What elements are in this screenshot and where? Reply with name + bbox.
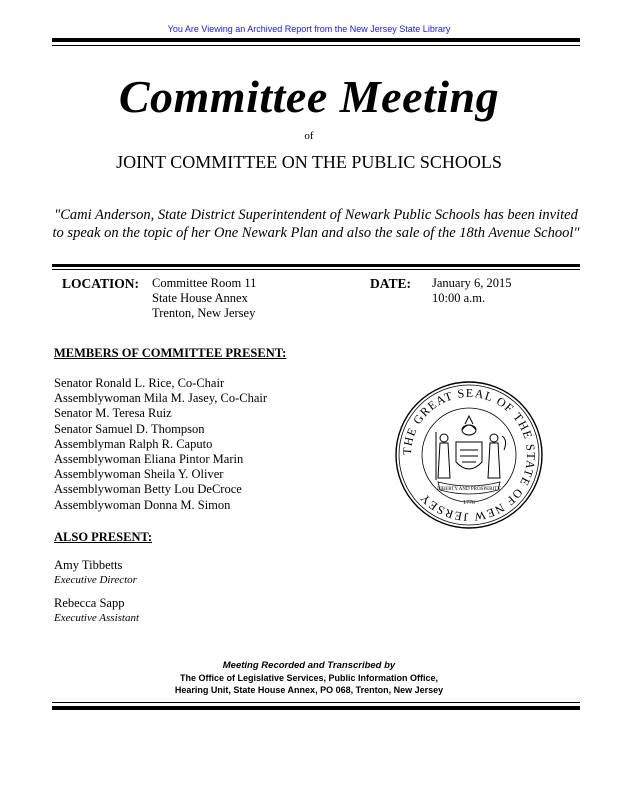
top-rule-thick bbox=[52, 38, 580, 42]
seal-ring-text: THE GREAT SEAL OF THE STATE OF NEW JERSEY bbox=[399, 385, 539, 525]
member-item: Assemblywoman Mila M. Jasey, Co-Chair bbox=[54, 391, 268, 406]
member-item: Assemblywoman Donna M. Simon bbox=[54, 497, 231, 512]
members-list bbox=[54, 376, 267, 513]
top-rule-thin bbox=[52, 45, 580, 46]
bottom-rule-thin bbox=[52, 702, 580, 703]
person-name: Rebecca Sapp bbox=[54, 596, 125, 610]
date-label: DATE: bbox=[370, 276, 412, 291]
member-item: Senator Samuel D. Thompson bbox=[54, 421, 205, 436]
also-present-heading: ALSO PRESENT: bbox=[54, 530, 153, 544]
mid-rule-thick bbox=[52, 264, 580, 267]
location-label: LOCATION: bbox=[62, 276, 140, 291]
archive-notice: You Are Viewing an Archived Report from the New Jersey State Library bbox=[167, 24, 451, 34]
member-item: Assemblywoman Betty Lou DeCroce bbox=[54, 482, 242, 497]
location-line: State House Annex bbox=[152, 291, 248, 305]
page-title: Committee Meeting bbox=[118, 71, 500, 122]
bottom-rule-thick bbox=[52, 706, 580, 710]
member-item: Assemblywoman Eliana Pintor Marin bbox=[54, 452, 244, 467]
person-role: Executive Assistant bbox=[54, 612, 140, 624]
location-line: Committee Room 11 bbox=[152, 276, 257, 290]
member-item: Senator M. Teresa Ruiz bbox=[54, 406, 172, 421]
meeting-subject: "Cami Anderson, State District Superintendent of Newark Public Schools has been invited to speak on the topic of her One Newark Plan and also the sale of the 18th Avenue School" bbox=[52, 207, 580, 241]
state-seal-icon bbox=[394, 380, 544, 530]
footer-line: The Office of Legislative Services, Public Information Office, bbox=[179, 673, 439, 683]
mid-rule-thin bbox=[52, 269, 580, 270]
location-value bbox=[152, 276, 256, 321]
member-item: Assemblywoman Sheila Y. Oliver bbox=[54, 467, 224, 482]
footer-line: Hearing Unit, State House Annex, PO 068, Trenton, New Jersey bbox=[174, 685, 444, 695]
date-line: 10:00 a.m. bbox=[432, 291, 486, 305]
location-line: Trenton, New Jersey bbox=[152, 306, 256, 320]
seal-year: 1776 bbox=[463, 500, 475, 506]
member-item: Assemblyman Ralph R. Caputo bbox=[54, 436, 213, 451]
date-line: January 6, 2015 bbox=[432, 276, 512, 290]
of-text: of bbox=[304, 130, 314, 142]
member-item: Senator Ronald L. Rice, Co-Chair bbox=[54, 376, 225, 390]
members-heading: MEMBERS OF COMMITTEE PRESENT: bbox=[54, 346, 287, 360]
also-present-item bbox=[54, 558, 137, 588]
person-name: Amy Tibbetts bbox=[54, 558, 123, 572]
person-role: Executive Director bbox=[54, 574, 137, 586]
footer-line: Meeting Recorded and Transcribed by bbox=[222, 660, 396, 671]
transcription-footer bbox=[0, 660, 618, 696]
committee-name: JOINT COMMITTEE ON THE PUBLIC SCHOOLS bbox=[116, 152, 502, 172]
also-present-item bbox=[54, 596, 139, 626]
seal-banner-text: LIBERTY AND PROSPERITY bbox=[437, 487, 501, 492]
date-value bbox=[432, 276, 512, 306]
